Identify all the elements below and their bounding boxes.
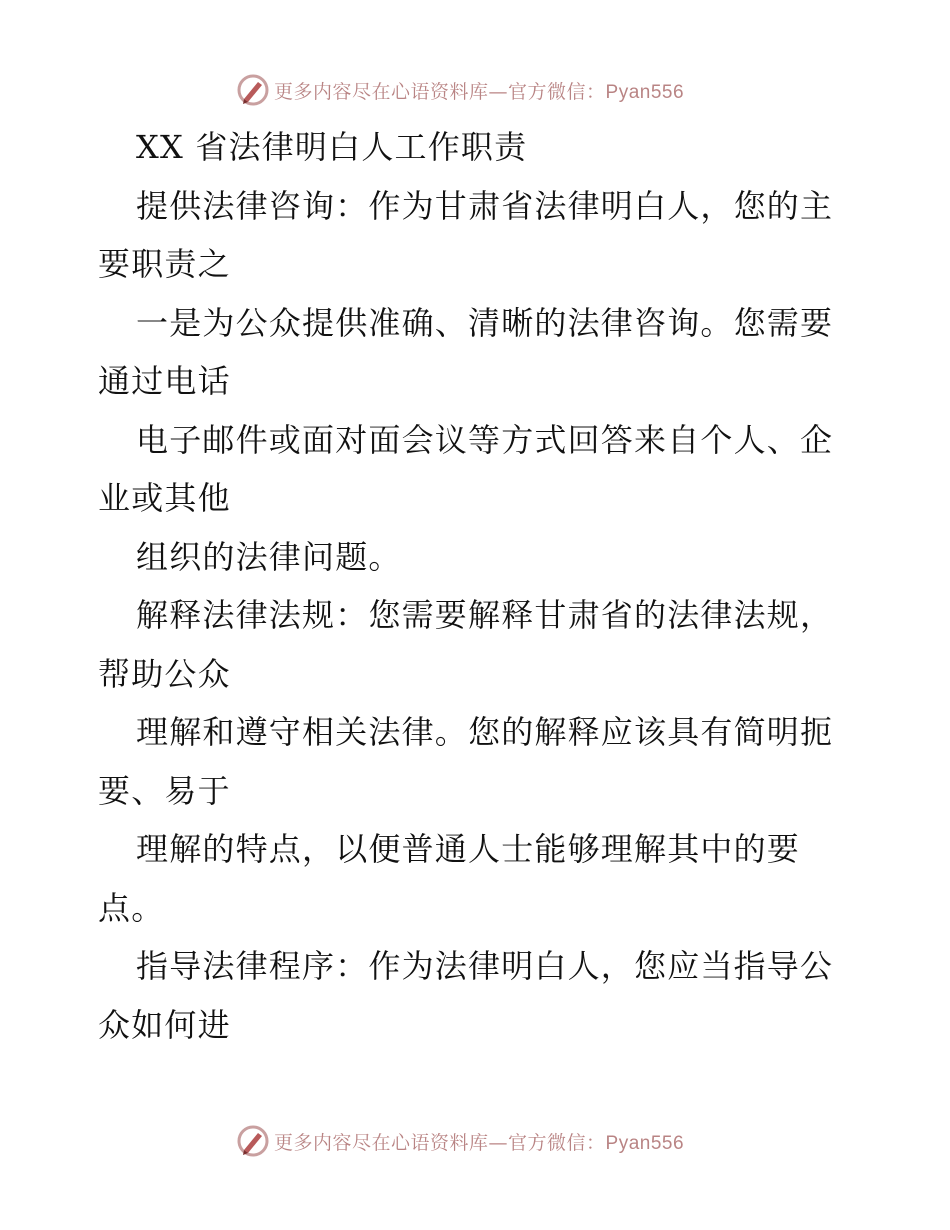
header-watermark bbox=[236, 73, 684, 107]
text-line: 组织的法律问题。 bbox=[136, 537, 402, 576]
footer-watermark bbox=[236, 1124, 684, 1158]
text-line: 提供法律咨询：作为甘肃省法律明白人，您的主 bbox=[136, 186, 834, 225]
text-line: 解释法律法规：您需要解释甘肃省的法律法规， bbox=[136, 596, 834, 634]
text-line: 一是为公众提供准确、清晰的法律咨询。您需要 bbox=[136, 303, 834, 342]
text-line: 帮助公众 bbox=[98, 654, 231, 693]
text-line: 通过电话 bbox=[98, 362, 231, 400]
text-line: 电子邮件或面对面会议等方式回答来自个人、企 bbox=[136, 420, 834, 459]
text-line: 众如何进 bbox=[98, 1005, 231, 1044]
pen-logo-icon bbox=[236, 1124, 270, 1158]
text-line: 点。 bbox=[98, 888, 165, 927]
text-line: 理解的特点，以便普通人士能够理解其中的要 bbox=[136, 830, 801, 868]
document-body bbox=[98, 118, 858, 1054]
text-line: XX 省法律明白人工作职责 bbox=[136, 128, 528, 166]
text-line: 指导法律程序：作为法律明白人，您应当指导公 bbox=[136, 947, 834, 985]
watermark-text: 更多内容尽在心语资料库—官方微信：Pyan556 bbox=[274, 80, 685, 103]
text-line: 业或其他 bbox=[98, 479, 231, 517]
pen-logo-icon bbox=[236, 73, 270, 107]
watermark-text: 更多内容尽在心语资料库—官方微信：Pyan556 bbox=[274, 1131, 685, 1154]
text-line: 要职责之 bbox=[98, 245, 231, 283]
text-line: 理解和遵守相关法律。您的解释应该具有简明扼 bbox=[136, 713, 834, 751]
text-line: 要、易于 bbox=[98, 771, 231, 810]
